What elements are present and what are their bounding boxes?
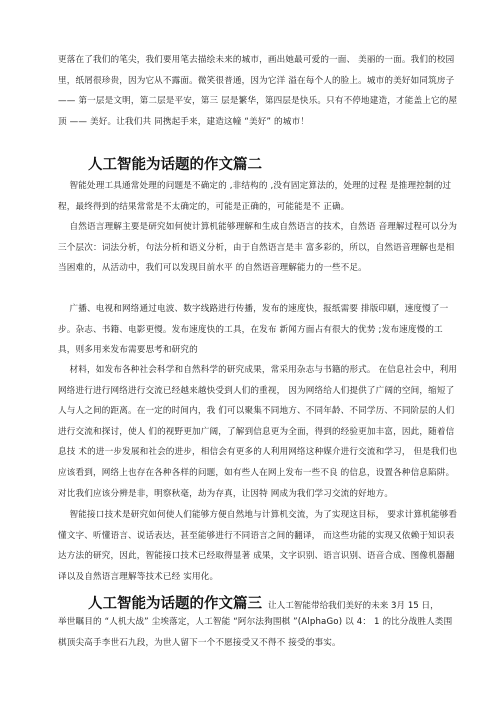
intro-paragraph: 更落在了我们的笔尖，我们要用笔去描绘未来的城市，画出她最可爱的一面、 美丽的一面。我们的校园里，纸屑很珍贵，因为它从不露面。微笑很普通，因为它洋 溢在每个人的脸上。城市的美好如同筑房子 —— 第一层是文明，第二层是平安，第三 层是繁华，第四层是快乐。只有不停地建造，才能盖上它的屋顶 —— 美好。让我们共 同携起手来，建造这幢 “美好” 的城市！	[58, 55, 458, 127]
paragraph-alphago: 举世瞩目的 “人机大战” 尘埃落定，人工智能 “阿尔法狗围棋 ”(AlphaGo) 以 4： 1 的比分战胜人类围棋顶尖高手李世石九段，为世人留下一个不愿接受又不得不 接受的事实。	[58, 617, 453, 648]
section-heading-3-tail: 让人工智能带给我们美好的未来 3月 15 日，	[268, 601, 439, 611]
paragraph-network-communication: 材料，如发布各种社会科学和自然科学的研究成果，常采用杂志与书籍的形式。 在信息社会中，利用网络进行进行网络进行交流已经越来越快受到人们的重视， 因为网络给人们提供了广阔的空间，缩短了人与人之间的距离。在一定的时间内，我 们可以聚集不同地方、不同年龄、不同学历、不同阶层的人们进行交流和探讨，使人 们的视野更加广阔，了解到信息更为全面，得到的经验更加丰富，因此，随着信息技 术的进一步发展和社会的进步，相信会有更多的人利用网络这种媒介进行交流和学习， 但是我们也应该看到，网络上也存在各种各样的问题，如有些人在网上发布一些不良 的信息，设置各种信息陷阱。对比我们应该分辨是非，明察秋毫，劫为存真，让因特 网成为我们学习交流的好地方。	[58, 365, 458, 499]
paragraph-broadcast: 广播、电视和网络通过电波、数字线路进行传播，发布的速度快，报纸需要 排版印刷，速度慢了一步。杂志、书籍、电影更慢。发布速度快的工具，在发布 新闻方面占有很大的优势 ;发布速度慢的工具，则多用来发布需要思考和研究的	[58, 304, 449, 356]
paragraph-intelligent-interface: 智能接口技术是研究如何使人们能够方便自然地与计算机交流，为了实现这目标， 要求计算机能够看懂文字、听懂语言、说话表达，甚至能够进行不同语言之间的翻译， 而这些功能的实现又依赖于知识表达方法的研究，因此，智能接口技术已经取得显著 成果，文字识别、语言识别、语音合成、图像机器翻译以及自然语言理解等技术已经 实用化。	[58, 510, 458, 582]
paragraph-intelligent-processing: 智能处理工具通常处理的问题是不确定的 ,非结构的 ,没有固定算法的，处理的过程 是推理控制的过程，最终得到的结果常常是不太确定的，可能是正确的，可能能是不 正确。	[58, 181, 452, 212]
paragraph-natural-language: 自然语言理解主要是研究如何使计算机能够理解和生成自然语言的技术，自然语 音理解过程可以分为三个层次：词法分析，句法分析和语义分析，由于自然语言是丰 富多彩的，所以，自然语音理解也是相当困难的，从活动中，我们可以发现目前水平 的自然语音理解能力的一些不足。	[58, 222, 458, 274]
section-heading-2: 人工智能为话题的作文篇二	[88, 157, 262, 173]
section-heading-3: 人工智能为话题的作文篇三	[88, 596, 262, 612]
